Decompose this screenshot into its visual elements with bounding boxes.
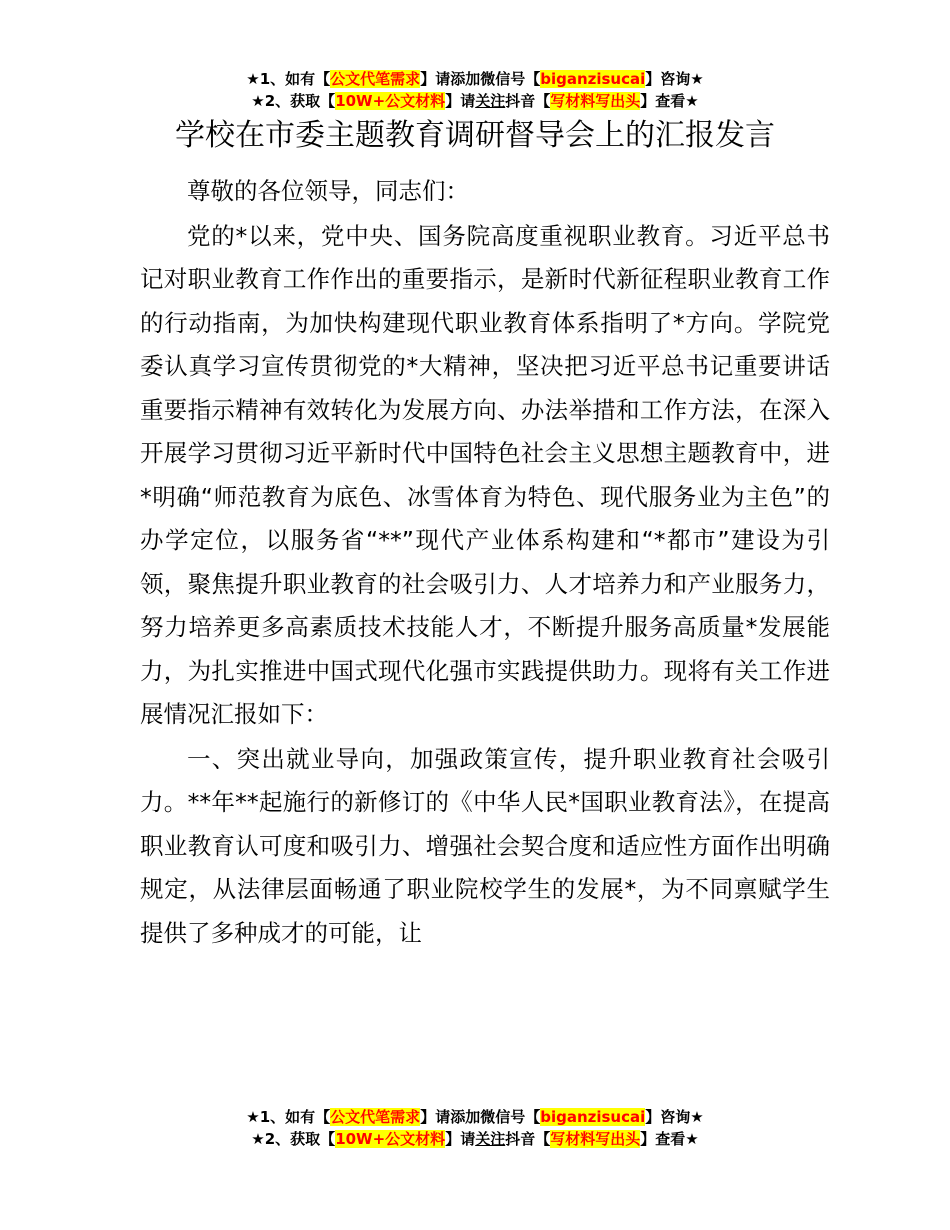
promo-underlined: 关注 xyxy=(475,1130,506,1148)
body-paragraph: 党的*以来，党中央、国务院高度重视职业教育。习近平总书记对职业教育工作作出的重要指示，是新时代新征程职业教育工作的行动指南，为加快构建现代职业教育体系指明了*方向。学院党委认真学习宣传贯彻党的*大精神，坚决把习近平总书记重要讲话重要指示精神有效转化为发展方向、办法举措和工作方法，在深入开展学习贯彻习近平新时代中国特色社会主义思想主题教育中，进*明确“师范教育为底色、冰雪体育为特色、现代服务业为主色”的办学定位，以服务省“**”现代产业体系构建和“*都市”建设为引领，聚焦提升职业教育的社会吸引力、人才培养力和产业服务力，努力培养更多高素质技术技能人才，不断提升服务高质量*发展能力，为扎实推进中国式现代化强市实践提供助力。现将有关工作进展情况汇报如下： xyxy=(140,221,830,728)
salutation: 尊敬的各位领导，同志们： xyxy=(187,177,469,205)
promo-highlight: 公文代笔需求 xyxy=(330,1108,421,1126)
promo-text: ★1、如有【 xyxy=(246,70,331,88)
document-title: 学校在市委主题教育调研督导会上的汇报发言 xyxy=(175,118,775,153)
promo-text: ★2、获取【 xyxy=(251,1130,336,1148)
promo-text: ★1、如有【 xyxy=(246,1108,331,1126)
promo-line-1 xyxy=(0,1106,950,1128)
wechat-id-highlight: biganzisucai xyxy=(540,70,646,88)
promo-text: 】请 xyxy=(445,1130,476,1148)
promo-text: 】查看★ xyxy=(640,92,699,110)
promo-text: 抖音【 xyxy=(505,1130,551,1148)
promo-text: 】请添加微信号【 xyxy=(420,70,541,88)
promo-banner-top xyxy=(0,68,950,112)
promo-line-2 xyxy=(0,1128,950,1150)
promo-text: 】请添加微信号【 xyxy=(420,1108,541,1126)
promo-line-2 xyxy=(0,90,950,112)
promo-text: ★2、获取【 xyxy=(251,92,336,110)
promo-text: 】查看★ xyxy=(640,1130,699,1148)
promo-highlight: 10W+公文材料 xyxy=(335,1130,446,1148)
body-paragraph: 一、突出就业导向，加强政策宣传，提升职业教育社会吸引力。**年**起施行的新修订的《中华人民*国职业教育法》，在提高职业教育认可度和吸引力、增强社会契合度和适应性方面作出明确规定，从法律层面畅通了职业院校学生的发展*，为不同禀赋学生提供了多种成才的可能，让 xyxy=(140,744,830,947)
promo-banner-bottom xyxy=(0,1106,950,1150)
document-body xyxy=(140,170,830,956)
promo-highlight: 写材料写出头 xyxy=(550,1130,641,1148)
promo-text: 】咨询★ xyxy=(645,70,704,88)
promo-underlined: 关注 xyxy=(475,92,506,110)
promo-line-1 xyxy=(0,68,950,90)
promo-text: 抖音【 xyxy=(505,92,551,110)
promo-text: 】咨询★ xyxy=(645,1108,704,1126)
promo-highlight: 写材料写出头 xyxy=(550,92,641,110)
wechat-id-highlight: biganzisucai xyxy=(540,1108,646,1126)
promo-highlight: 公文代笔需求 xyxy=(330,70,421,88)
promo-highlight: 10W+公文材料 xyxy=(335,92,446,110)
promo-text: 】请 xyxy=(445,92,476,110)
